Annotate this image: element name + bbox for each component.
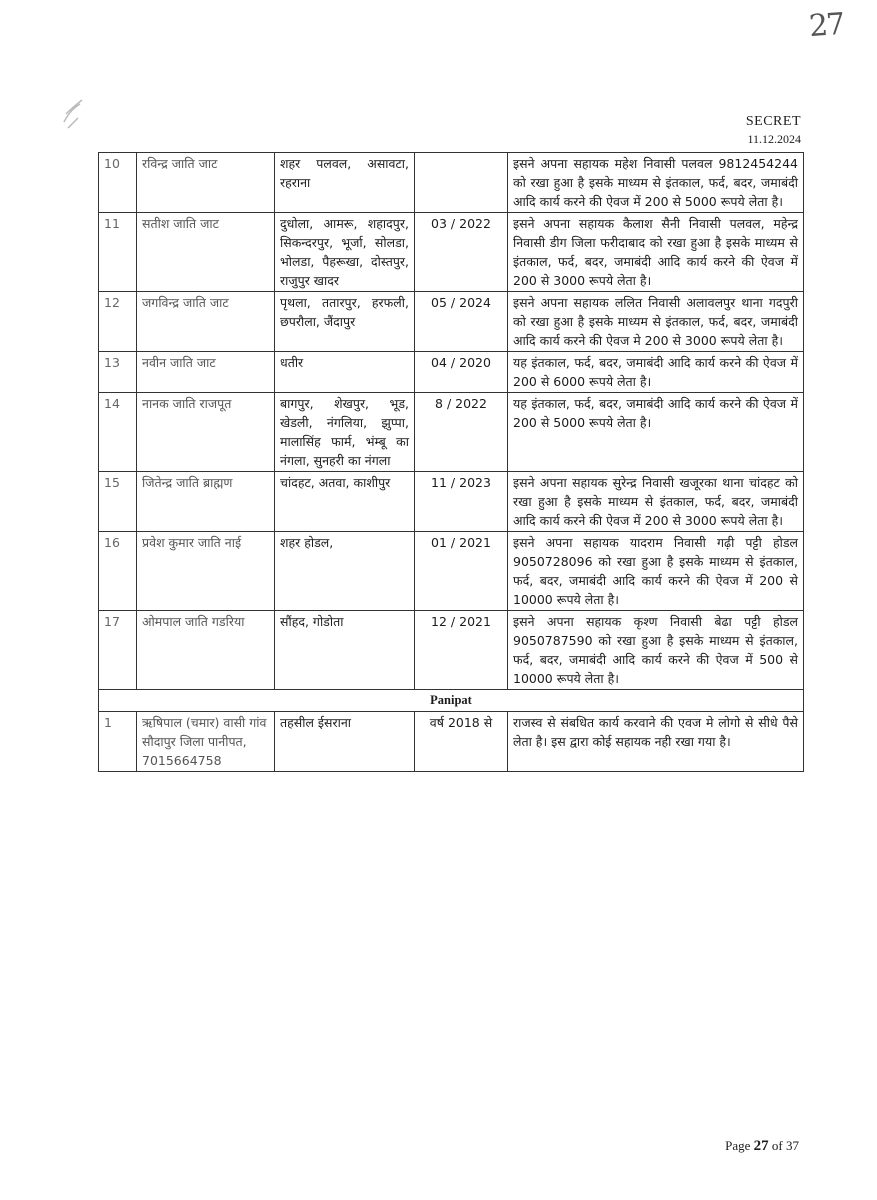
villages-cell: धतीर	[275, 352, 415, 393]
page-label: Page	[725, 1138, 751, 1153]
serial-number: 12	[99, 292, 137, 352]
page-footer	[725, 1138, 799, 1155]
person-name: जगविन्द्र जाति जाट	[137, 292, 275, 352]
serial-number: 16	[99, 532, 137, 611]
table-row	[99, 393, 804, 472]
records-table	[98, 152, 804, 772]
description-cell: यह इंतकाल, फर्द, बदर, जमाबंदी आदि कार्य करने की ऐवज में 200 से 6000 रूपये लेता है।	[508, 352, 804, 393]
person-name: जितेन्द्र जाति ब्राह्मण	[137, 472, 275, 532]
description-cell: इसने अपना सहायक यादराम निवासी गढ़ी पट्टी होडल 9050728096 को रखा हुआ है इसके माध्यम से इंतकाल, फर्द, बदर, जमाबंदी आदि कार्य करने की ऐवज में 200 से 10000 रूपये लेता है।	[508, 532, 804, 611]
table-row	[99, 712, 804, 772]
person-name: सतीश जाति जाट	[137, 213, 275, 292]
serial-number: 15	[99, 472, 137, 532]
date-cell: 01 / 2021	[415, 532, 508, 611]
section-header-row	[99, 690, 804, 712]
table-row	[99, 292, 804, 352]
villages-cell: शहर होडल,	[275, 532, 415, 611]
person-name: नानक जाति राजपूत	[137, 393, 275, 472]
description-cell: इसने अपना सहायक कैलाश सैनी निवासी पलवल, महेन्द्र निवासी डीग जिला फरीदाबाद को रखा हुआ है इसके माध्यम से इंतकाल, फर्द, बदर, जमाबंदी आदि कार्य करने की ऐवज में 200 से 3000 रूपये लेता है।	[508, 213, 804, 292]
date-cell: वर्ष 2018 से	[415, 712, 508, 772]
villages-cell: चांदहट, अतवा, काशीपुर	[275, 472, 415, 532]
table-row	[99, 472, 804, 532]
serial-number: 14	[99, 393, 137, 472]
classification-label: SECRET	[745, 114, 801, 129]
villages-cell: सौंहद, गोडोता	[275, 611, 415, 690]
serial-number: 10	[99, 153, 137, 213]
person-name: प्रवेश कुमार जाति नाई	[137, 532, 275, 611]
page-total: 37	[786, 1138, 799, 1153]
villages-cell: दुधोला, आमरू, शहादपुर, सिकन्दरपुर, भूर्जा, सोलडा, भोलडा, पैहरूखा, दोस्तपुर, राजुपुर खादर	[275, 213, 415, 292]
description-cell: राजस्व से संबधित कार्य करवाने की एवज मे लोगो से सीधे पैसे लेता है। इस द्वारा कोई सहायक नही रखा गया है।	[508, 712, 804, 772]
date-cell: 11 / 2023	[415, 472, 508, 532]
person-name: ओमपाल जाति गडरिया	[137, 611, 275, 690]
table-row	[99, 153, 804, 213]
page-current: 27	[753, 1138, 769, 1154]
person-name: ऋषिपाल (चमार) वासी गांव सौदापुर जिला पानीपत, 7015664758	[137, 712, 275, 772]
description-cell: इसने अपना सहायक कृश्ण निवासी बेढा पट्टी होडल 9050787590 को रखा हुआ है इसके माध्यम से इंतकाल, फर्द, बदर, जमाबंदी आदि कार्य करने की ऐवज में 500 से 10000 रूपये लेता है।	[508, 611, 804, 690]
villages-cell: तहसील ईसराना	[275, 712, 415, 772]
page-of: of	[771, 1138, 783, 1153]
pen-mark	[60, 92, 86, 132]
serial-number: 13	[99, 352, 137, 393]
villages-cell: शहर पलवल, असावटा, रहराना	[275, 153, 415, 213]
date-cell: 8 / 2022	[415, 393, 508, 472]
serial-number: 11	[99, 213, 137, 292]
section-title-panipat: Panipat	[99, 690, 804, 712]
table-row	[99, 213, 804, 292]
serial-number: 1	[99, 712, 137, 772]
description-cell: इसने अपना सहायक ललित निवासी अलावलपुर थाना गदपुरी को रखा हुआ है इसके माध्यम से इंतकाल, फर्द, बदर, जमाबंदी आदि कार्य करने की ऐवज मे 200 से 3000 रूपये लेता है।	[508, 292, 804, 352]
villages-cell: पृथला, ततारपुर, हरफली, छपरौला, जैंदापुर	[275, 292, 415, 352]
description-cell: यह इंतकाल, फर्द, बदर, जमाबंदी आदि कार्य करने की ऐवज में 200 से 5000 रूपये लेता है।	[508, 393, 804, 472]
villages-cell: बागपुर, शेखपुर, भूड, खेडली, नंगलिया, झुप्पा, मालासिंह फार्म, भंम्बू का नंगला, सुनहरी का नंगला	[275, 393, 415, 472]
person-name: रविन्द्र जाति जाट	[137, 153, 275, 213]
date-cell: 12 / 2021	[415, 611, 508, 690]
table-row	[99, 532, 804, 611]
handwritten-page-number: 27	[807, 6, 845, 45]
document-date: 11.12.2024	[747, 132, 801, 146]
table-row	[99, 611, 804, 690]
date-cell: 03 / 2022	[415, 213, 508, 292]
table-row	[99, 352, 804, 393]
date-cell: 05 / 2024	[415, 292, 508, 352]
document-header	[746, 114, 801, 147]
description-cell: इसने अपना सहायक सुरेन्द्र निवासी खजूरका थाना चांदहट को रखा हुआ है इसके माध्यम से इंतकाल, फर्द, बदर, जमाबंदी आदि कार्य करने की ऐवज में 200 से 3000 रूपये लेता है।	[508, 472, 804, 532]
serial-number: 17	[99, 611, 137, 690]
person-name: नवीन जाति जाट	[137, 352, 275, 393]
date-cell	[415, 153, 508, 213]
date-cell: 04 / 2020	[415, 352, 508, 393]
description-cell: इसने अपना सहायक महेश निवासी पलवल 9812454244 को रखा हुआ है इसके माध्यम से इंतकाल, फर्द, बदर, जमाबंदी आदि कार्य करने की ऐवज में 200 से 5000 रूपये लेता है।	[508, 153, 804, 213]
